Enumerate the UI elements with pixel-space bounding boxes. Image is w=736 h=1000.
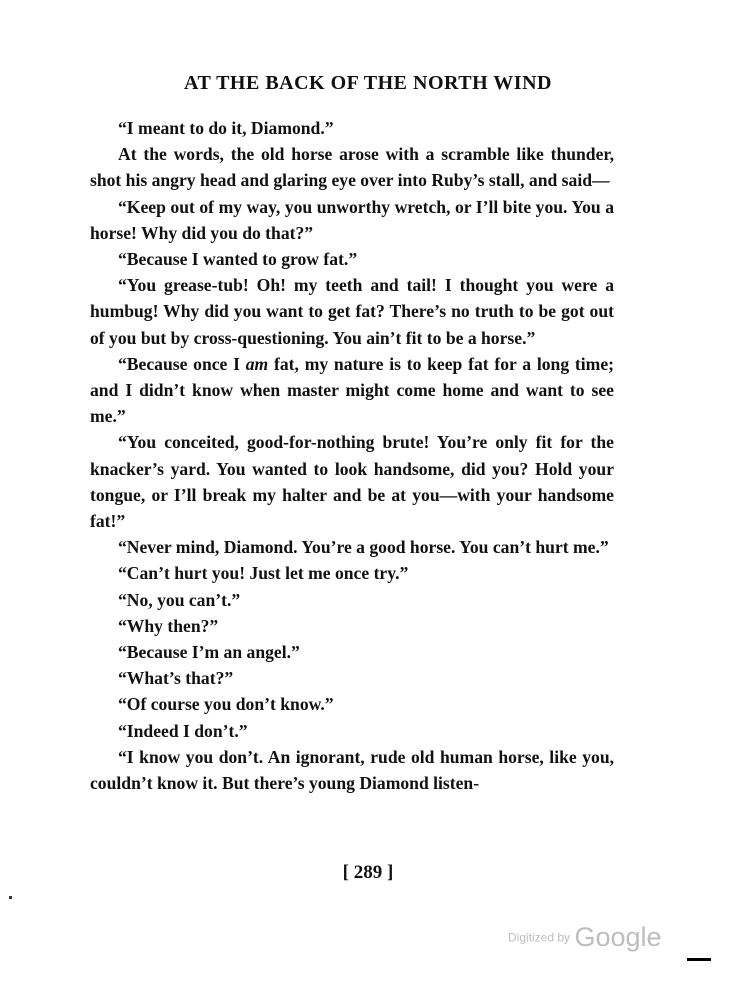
paragraph: “I meant to do it, Diamond.”	[118, 118, 334, 138]
paragraph: “Because I wanted to grow fat.”	[118, 249, 358, 270]
paragraph: “Keep out of my way, you unworthy wretch, or I’ll bite you. You a horse! Why did you do that?”	[90, 196, 614, 243]
paragraph: “What’s that?”	[118, 668, 234, 689]
page-number: [ 289 ]	[342, 862, 394, 883]
digitized-watermark	[508, 922, 662, 953]
paragraph: “You grease-tub! Oh! my teeth and tail! I thought you were a humbug! Why did you want to get fat? There’s no truth to be got out of you but by cross-questioning. You ain’t fit to be a horse.”	[90, 275, 614, 348]
paragraph: “I know you don’t. An ignorant, rude old human horse, like you, couldn’t know it. But there’s young Diamond listen-	[90, 746, 614, 794]
emphasis: am	[245, 353, 269, 374]
google-logo: Google	[574, 922, 662, 952]
paragraph: “Never mind, Diamond. You’re a good horse. You can’t hurt me.”	[118, 537, 609, 558]
paragraph: “No, you can’t.”	[118, 589, 241, 610]
scan-mark	[687, 958, 711, 961]
paragraph: “Of course you don’t know.”	[118, 694, 334, 715]
text-body	[90, 115, 614, 796]
paragraph: “Can’t hurt you! Just let me once try.”	[118, 563, 409, 584]
paragraph: “Indeed I don’t.”	[118, 720, 248, 741]
paragraph: At the words, the old horse arose with a scramble like thunder, shot his angry head and glaring eye over into Ruby’s stall, and said—	[90, 144, 614, 191]
digitized-label: Digitized by	[508, 930, 571, 945]
paragraph: “Because I’m an angel.”	[118, 642, 300, 663]
paragraph: “Why then?”	[118, 615, 219, 636]
scan-speck	[9, 896, 12, 899]
paragraph: “You conceited, good-for-nothing brute! You’re only fit for the knacker’s yard. You wanted to look handsome, did you? Hold your tongue, or I’ll break my halter and be at you—with your handsome fat!”	[90, 432, 614, 532]
paragraph: “Because once I am fat, my nature is to keep fat for a long time; and I didn’t know when master might come home and want to see me.”	[90, 353, 614, 427]
page-title: AT THE BACK OF THE NORTH WIND	[184, 72, 552, 94]
